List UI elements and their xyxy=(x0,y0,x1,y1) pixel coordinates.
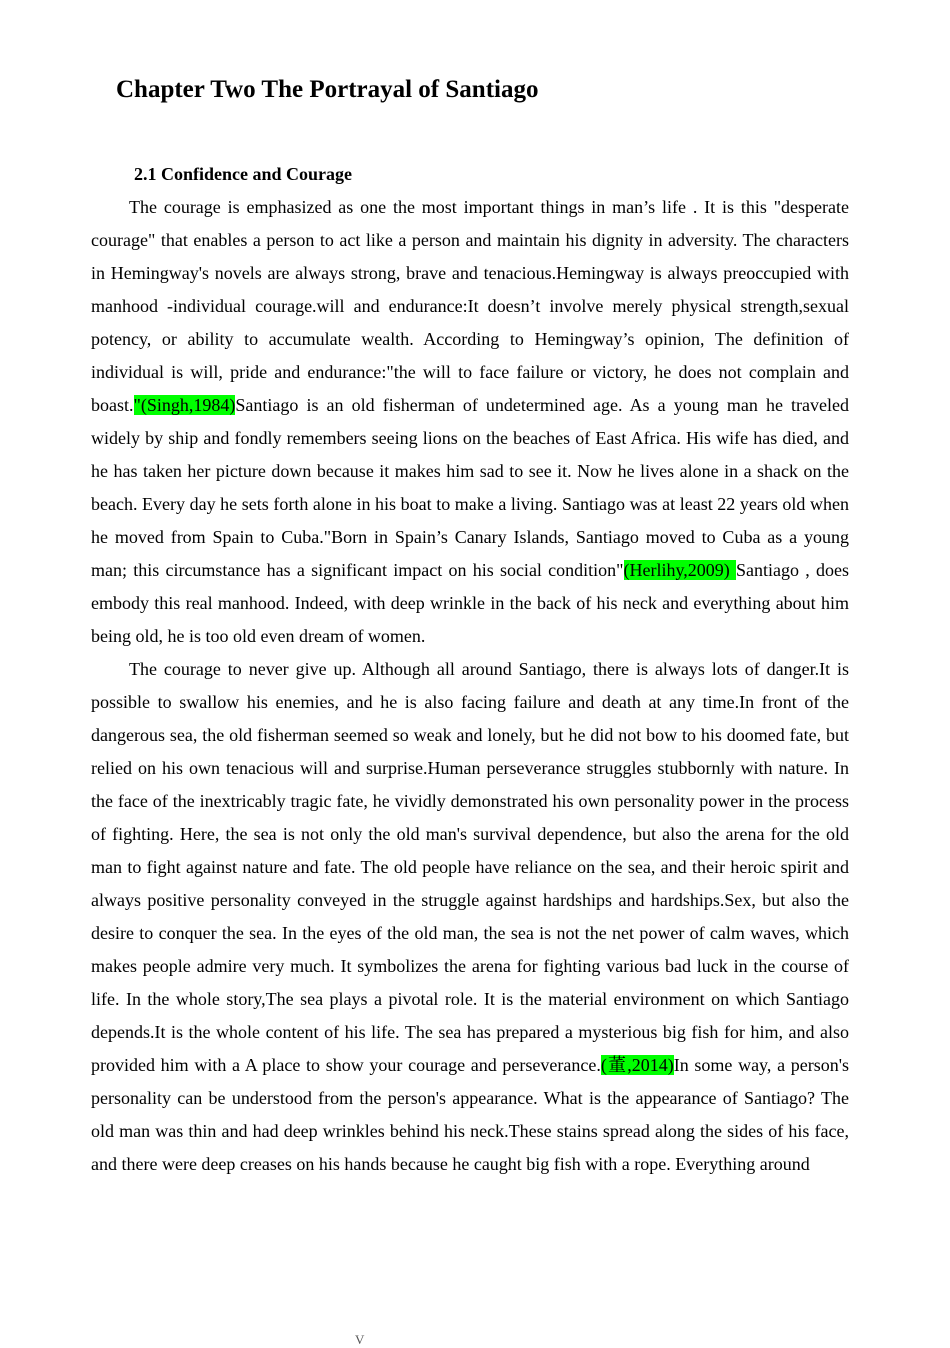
paragraph-text: Santiago is an old fisherman of undetermined age. As a young man he traveled widely by ship and fondly remembers seeing lions on the beaches of East Africa. His wife has died, and he has taken her picture down because it makes him sad to see it. Now he lives alone in a shack on the beach. Every day he sets forth alone in his boat to make a living. Santiago was at least 22 years old when he moved from Spain to Cuba."Born in Spain’s Canary Islands, Santiago moved to Cuba as a young man; this circumstance has a significant impact on his social condition" xyxy=(91,395,849,580)
paragraph-text: Santiago , does embody this real manhood. Indeed, with deep wrinkle in the back of his neck and everything about him being old, he is too old even dream of women. xyxy=(91,560,849,646)
citation-highlight: "(Singh,1984) xyxy=(133,395,236,415)
paragraph-text: The courage to never give up. Although all around Santiago, there is always lots of danger.It is possible to swallow his enemies, and he is also facing failure and death at any time.In front of the dangerous sea, the old fisherman seemed so weak and lonely, but he did not bow to his doomed fate, but relied on his own tenacious will and surprise.Human perseverance struggles stubbornly with nature. In the face of the inextricably tragic fate, he vividly demonstrated his own personality power in the process of fighting. Here, the sea is not only the old man's survival dependence, but also the arena for the old man to fight against nature and fate. The old people have reliance on the sea, and their heroic spirit and always positive personality conveyed in the struggle against hardships and hardships.Sex, but also the desire to conquer the sea. In the eyes of the old man, the sea is not the net power of calm waves, which makes people admire very much. It symbolizes the arena for fighting various bad luck in the course of life. In the whole story,The sea plays a pivotal role. It is the material environment on which Santiago depends.It is the whole content of his life. The sea has prepared a mysterious big fish for him, and also provided him with a A place to show your courage and perseverance. xyxy=(91,659,849,1075)
citation-highlight: (Herlihy,2009) xyxy=(623,560,737,580)
paragraph-text: The courage is emphasized as one the most important things in man’s life . It is this "desperate courage" that enables a person to act like a person and maintain his dignity in adversity. The characters in Hemingway's novels are always strong, brave and tenacious.Hemingway is always preoccupied with manhood -individual courage.will and endurance:It doesn’t involve merely physical strength,sexual potency, or ability to accumulate wealth. According to Hemingway’s opinion, The definition of individual is will, pride and endurance:"the will to face failure or victory, he does not complain and boast. xyxy=(91,197,849,415)
page-number: V xyxy=(355,1332,365,1347)
chapter-title: Chapter Two The Portrayal of Santiago xyxy=(116,76,539,103)
paragraph-text: In some way, a person's personality can be understood from the person's appearance. What is the appearance of Santiago? The old man was thin and had deep wrinkles behind his neck.These stains spread along the sides of his face, and there were deep creases on his hands because he caught big fish with a rope. Everything around xyxy=(91,1055,849,1174)
paragraph-2 xyxy=(91,653,849,1181)
section-heading: 2.1 Confidence and Courage xyxy=(134,164,353,184)
body-text xyxy=(91,191,849,1181)
citation-highlight: (董,2014) xyxy=(600,1055,674,1075)
paragraph-1 xyxy=(91,191,849,653)
